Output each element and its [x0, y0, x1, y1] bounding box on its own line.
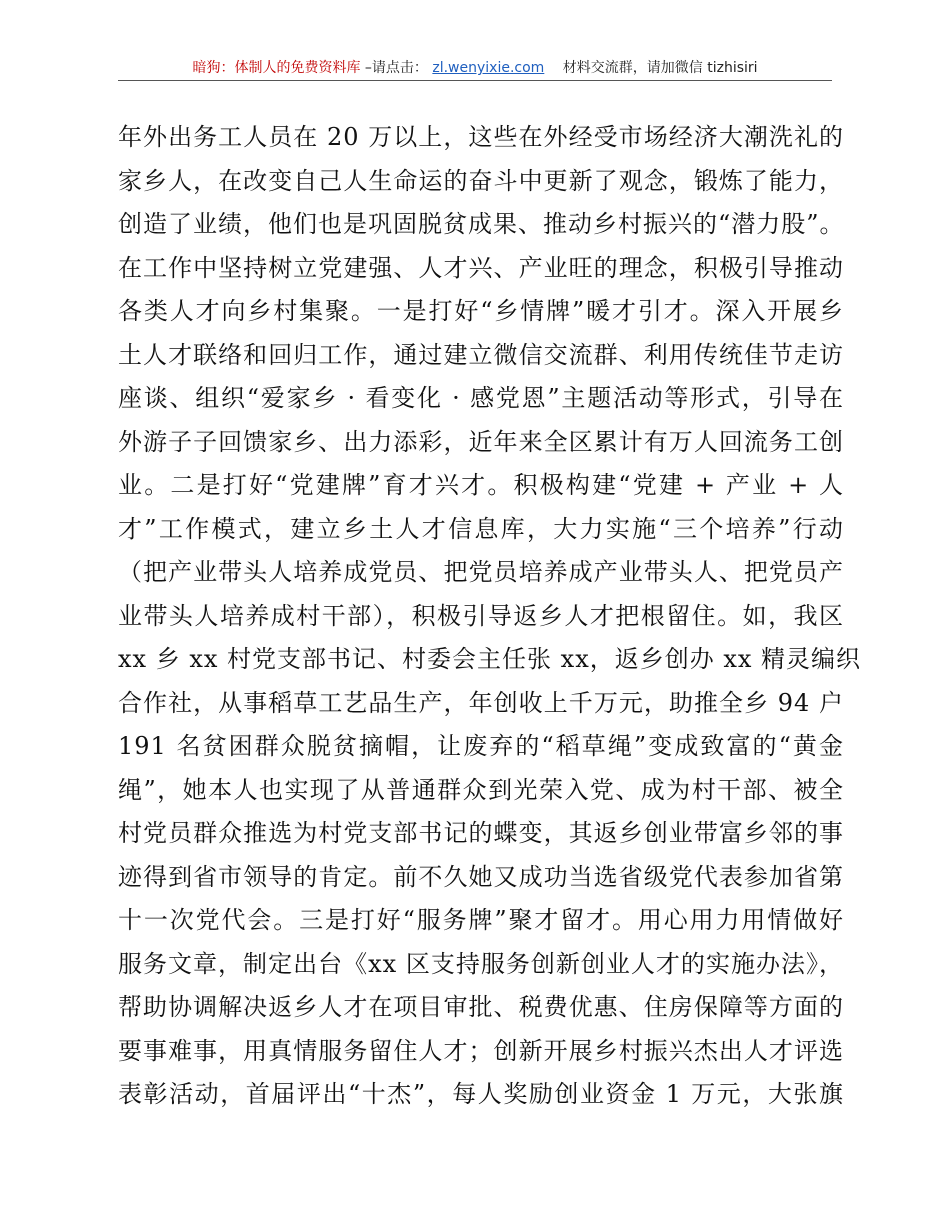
body-line: 外游子子回馈家乡、出力添彩，近年来全区累计有万人回流务工创 [118, 427, 844, 456]
body-line: 座谈、组织“爱家乡 · 看变化 · 感党恩”主题活动等形式，引导在 [118, 384, 844, 412]
body-line: 创造了业绩，他们也是巩固脱贫成果、推动乡村振兴的“潜力股”。 [118, 210, 845, 238]
body-line: 年外出务工人员在 20 万以上，这些在外经受市场经济大潮洗礼的 [118, 123, 844, 151]
body-line: 表彰活动，首届评出“十杰”，每人奖励创业资金 1 万元，大张旗 [118, 1080, 844, 1108]
header-prompt: –请点击： [364, 60, 428, 76]
body-line: 帮助协调解决返乡人才在项目审批、税费优惠、住房保障等方面的 [118, 993, 844, 1021]
body-line: 土人才联络和回归工作，通过建立微信交流群、利用传统佳节走访 [118, 340, 844, 369]
body-line: 家乡人，在改变自己人生命运的奋斗中更新了观念，锻炼了能力， [118, 166, 844, 195]
body-line: 191 名贫困群众脱贫摘帽，让废弃的“稻草绳”变成致富的“黄金 [118, 732, 844, 760]
header-group-info: 材料交流群，请加微信 tizhisiri [562, 60, 758, 76]
body-line: 村党员群众推选为村党支部书记的蝶变，其返乡创业带富乡邻的事 [118, 819, 844, 847]
header-brand: 暗狗：体制人的免费资料库 [192, 60, 361, 76]
body-line: 业带头人培养成村干部），积极引导返乡人才把根留住。如，我区 [118, 601, 844, 630]
body-line: 业。二是打好“党建牌”育才兴才。积极构建“党建 + 产业 + 人 [118, 471, 844, 499]
body-line: 各类人才向乡村集聚。一是打好“乡情牌”暖才引才。深入开展乡 [118, 297, 844, 325]
body-line: 服务文章，制定出台《xx 区支持服务创新创业人才的实施办法》， [118, 949, 844, 978]
page-header [118, 58, 832, 81]
body-line: 绳”，她本人也实现了从普通群众到光荣入党、成为村干部、被全 [118, 775, 844, 804]
body-line: 才”工作模式，建立乡土人才信息库，大力实施“三个培养”行动 [118, 514, 844, 543]
body-line: 十一次党代会。三是打好“服务牌”聚才留才。用心用力用情做好 [118, 906, 844, 934]
header-link[interactable]: zl.wenyixie.com [432, 60, 545, 76]
body-line: 合作社，从事稻草工艺品生产，年创收上千万元，助推全乡 94 户 [118, 688, 844, 717]
body-line: 要事难事，用真情服务留住人才；创新开展乡村振兴杰出人才评选 [118, 1036, 844, 1065]
body-text [118, 116, 862, 1117]
body-line: 迹得到省市领导的肯定。前不久她又成功当选省级党代表参加省第 [118, 862, 844, 891]
body-line: 在工作中坚持树立党建强、人才兴、产业旺的理念，积极引导推动 [118, 253, 844, 282]
body-line: （把产业带头人培养成党员、把党员培养成产业带头人、把党员产 [118, 558, 844, 586]
body-line: xx 乡 xx 村党支部书记、村委会主任张 xx，返乡创办 xx 精灵编织 [118, 645, 862, 673]
